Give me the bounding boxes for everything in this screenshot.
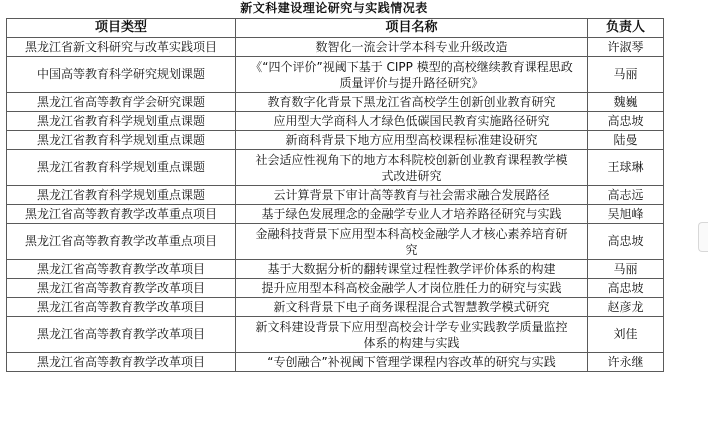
cell-owner: 许淑琴 (588, 38, 664, 57)
cell-project-type: 黑龙江省高等教育教学改革项目 (7, 317, 236, 353)
cell-owner: 许永继 (588, 353, 664, 372)
cell-project-type: 黑龙江省教育科学规划重点课题 (7, 186, 236, 205)
table-row (7, 186, 664, 205)
table-row (7, 353, 664, 372)
cell-project-name: 数智化一流会计学本科专业升级改造 (236, 38, 588, 57)
cell-owner: 吴旭峰 (588, 205, 664, 224)
cell-project-name: 教育数字化背景下黑龙江省高校学生创新创业教育研究 (236, 93, 588, 112)
cell-project-type: 黑龙江省高等教育学会研究课题 (7, 93, 236, 112)
cell-project-name: 提升应用型本科高校金融学人才岗位胜任力的研究与实践 (236, 279, 588, 298)
cell-project-type: 中国高等教育科学研究规划课题 (7, 57, 236, 93)
header-project-type: 项目类型 (7, 19, 236, 38)
cell-owner: 高忠坡 (588, 112, 664, 131)
cell-project-type: 黑龙江省高等教育教学改革项目 (7, 260, 236, 279)
projects-table (6, 18, 664, 372)
table-row (7, 93, 664, 112)
table-row (7, 260, 664, 279)
cell-owner: 刘佳 (588, 317, 664, 353)
cell-project-type: 黑龙江省教育科学规划重点课题 (7, 131, 236, 150)
table-row (7, 38, 664, 57)
table-row (7, 131, 664, 150)
cell-owner: 赵彦龙 (588, 298, 664, 317)
cell-owner: 马丽 (588, 260, 664, 279)
cell-project-type: 黑龙江省高等教育教学改革重点项目 (7, 224, 236, 260)
cell-project-name: 基于大数据分析的翻转课堂过程性教学评价体系的构建 (236, 260, 588, 279)
cell-project-name: 金融科技背景下应用型本科高校金融学人才核心素养培育研究 (236, 224, 588, 260)
table-row (7, 112, 664, 131)
cell-owner: 高忠坡 (588, 224, 664, 260)
table-row (7, 150, 664, 186)
table-row (7, 57, 664, 93)
cell-project-name: 新文科建设背景下应用型高校会计学专业实践教学质量监控体系的构建与实践 (236, 317, 588, 353)
table-row (7, 224, 664, 260)
side-scroll-tab[interactable] (698, 222, 708, 252)
cell-owner: 高忠坡 (588, 279, 664, 298)
header-owner: 负责人 (588, 19, 664, 38)
cell-project-name: “专创融合”补视阈下管理学课程内容改革的研究与实践 (236, 353, 588, 372)
cell-owner: 魏巍 (588, 93, 664, 112)
cell-project-name: 新商科背景下地方应用型高校课程标准建设研究 (236, 131, 588, 150)
cell-project-type: 黑龙江省高等教育教学改革重点项目 (7, 205, 236, 224)
cell-project-type: 黑龙江省高等教育教学改革项目 (7, 353, 236, 372)
cell-project-type: 黑龙江省高等教育教学改革项目 (7, 279, 236, 298)
cell-project-type: 黑龙江省教育科学规划重点课题 (7, 112, 236, 131)
table-row (7, 298, 664, 317)
cell-project-name: 新文科背景下电子商务课程混合式智慧教学模式研究 (236, 298, 588, 317)
table-row (7, 279, 664, 298)
cell-owner: 王球琳 (588, 150, 664, 186)
cell-project-type: 黑龙江省高等教育教学改革项目 (7, 298, 236, 317)
cell-owner: 陆曼 (588, 131, 664, 150)
header-project-name: 项目名称 (236, 19, 588, 38)
table-header-row (7, 19, 664, 38)
cell-project-type: 黑龙江省新文科研究与改革实践项目 (7, 38, 236, 57)
cell-project-name: 云计算背景下审计高等教育与社会需求融合发展路径 (236, 186, 588, 205)
cell-owner: 高志远 (588, 186, 664, 205)
cell-project-name: 社会适应性视角下的地方本科院校创新创业教育课程教学模式改进研究 (236, 150, 588, 186)
cell-project-name: 基于绿色发展理念的金融学专业人才培养路径研究与实践 (236, 205, 588, 224)
cell-project-name: 应用型大学商科人才绿色低碳国民教育实施路径研究 (236, 112, 588, 131)
cell-project-type: 黑龙江省教育科学规划重点课题 (7, 150, 236, 186)
table-row (7, 317, 664, 353)
cell-project-name: 《“四个评价”视阈下基于 CIPP 模型的高校继续教育课程思政质量评价与提升路径研究》 (236, 57, 588, 93)
table-title: 新文科建设理论研究与实践情况表 (240, 1, 428, 15)
cell-owner: 马丽 (588, 57, 664, 93)
table-row (7, 205, 664, 224)
